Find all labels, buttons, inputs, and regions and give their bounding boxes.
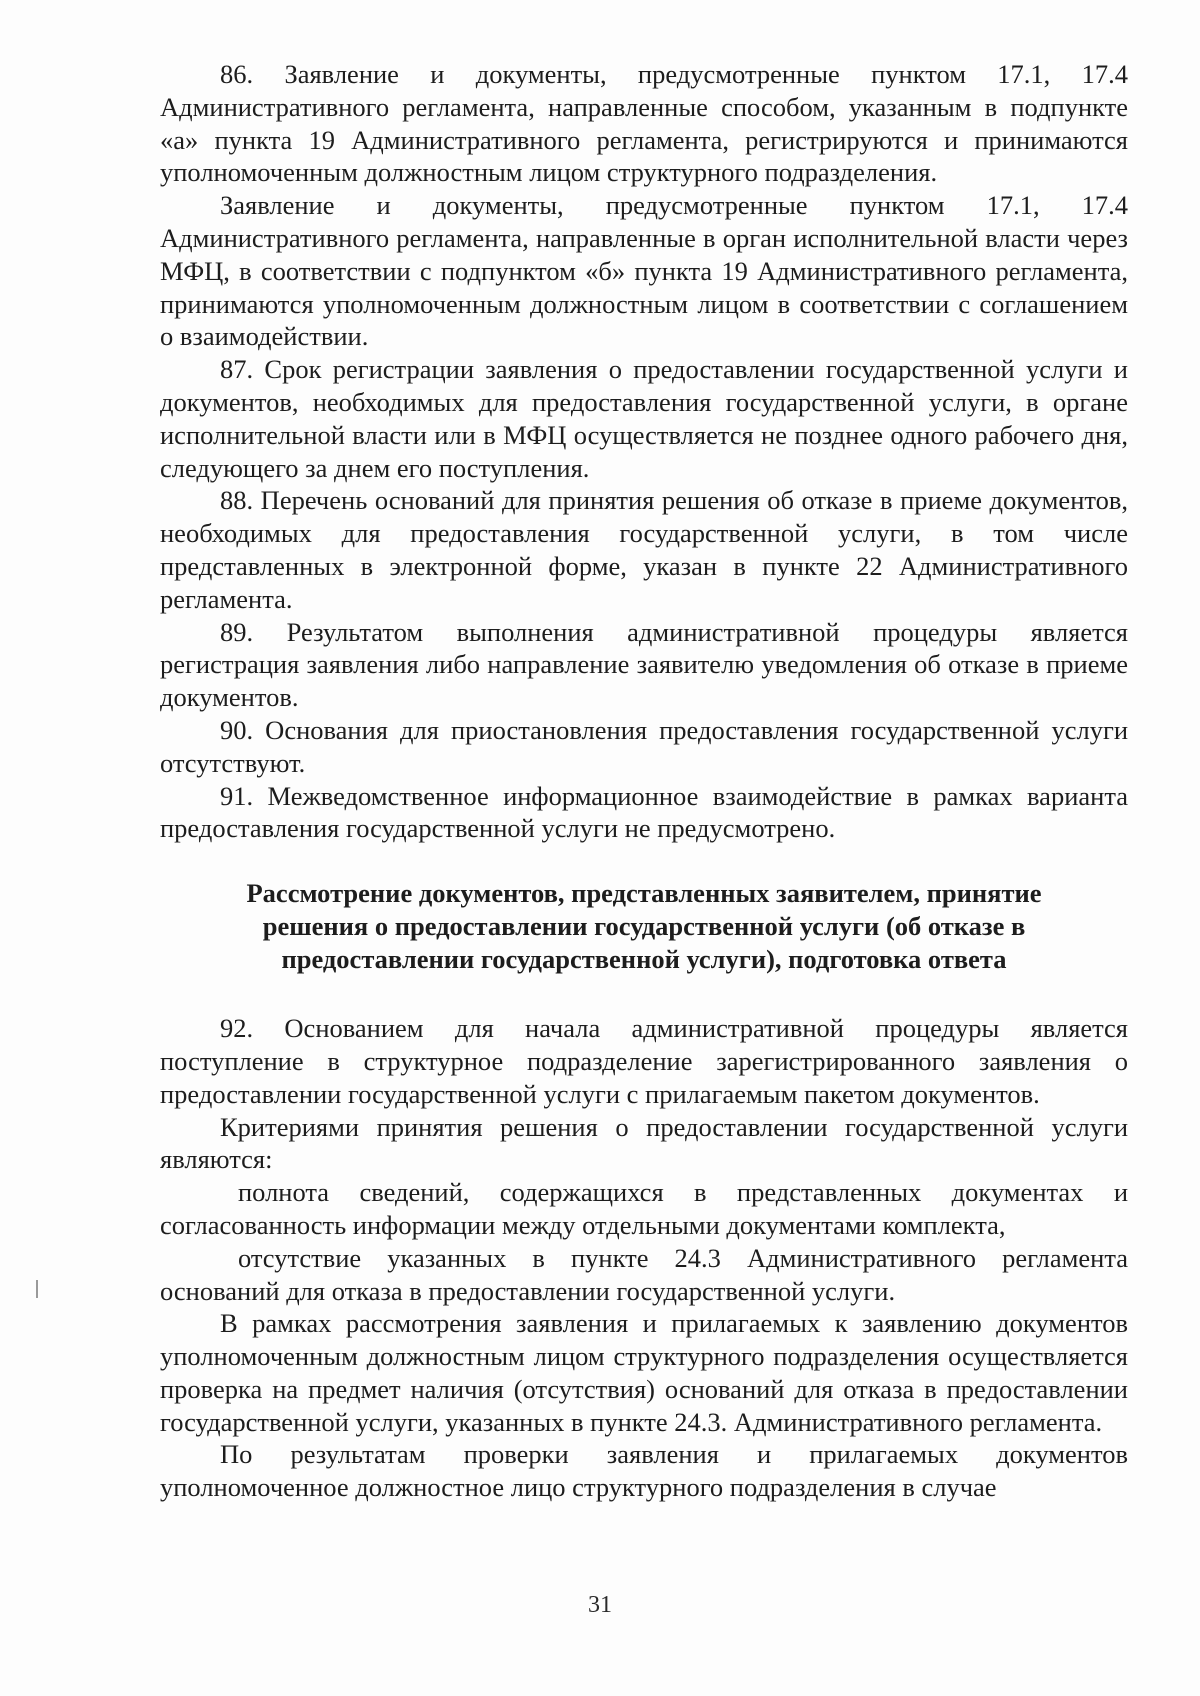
section-heading: Рассмотрение документов, представленных заявителем, принятие решения о предоставлении государственной услуги (об отказе в предоставлении государственной услуги), подготовка ответа [246,878,1042,975]
paragraph-review: В рамках рассмотрения заявления и прилагаемых к заявлению документов уполномоченным должностным лицом структурного подразделения осуществляется проверка на предмет наличия (отсутствия) оснований для отказа в предоставлении государственной услуги, указанных в пункте 24.3. Административного регламента. [160,1308,1128,1437]
paragraph-results: По результатам проверки заявления и прилагаемых документов уполномоченное должностное лицо структурного подразделения в случае [160,1439,1128,1503]
spacer [160,976,1128,1012]
page-number: 31 [588,1592,612,1618]
paragraph-89: 89. Результатом выполнения административной процедуры является регистрация заявления либо направление заявителю уведомления об отказе в приеме документов. [160,616,1128,713]
paragraph-86-continued: Заявление и документы, предусмотренные пунктом 17.1, 17.4 Административного регламента, направленные в орган исполнительной власти через МФЦ, в соответствии с подпунктом «б» пункта 19 Административного регламента, принимаются уполномоченным должностным лицом в соответствии с соглашением о взаимодействии. [160,190,1128,352]
paragraph-criteria-item-2: отсутствие указанных в пункте 24.3 Административного регламента оснований для отказа в предоставлении государственной услуги. [160,1242,1128,1306]
paragraph-91: 91. Межведомственное информационное взаимодействие в рамках варианта предоставления государственной услуги не предусмотрено. [160,780,1128,844]
paragraph-criteria: Критериями принятия решения о предоставлении государственной услуги являются: [160,1111,1128,1175]
paragraph-87: 87. Срок регистрации заявления о предоставлении государственной услуги и документов, необходимых для предоставления государственной услуги, в органе исполнительной власти или в МФЦ осуществляется не позднее одного рабочего дня, следующего за днем его поступления. [160,354,1128,483]
paragraph-90: 90. Основания для приостановления предоставления государственной услуги отсутствуют. [160,714,1128,778]
paragraph-92: 92. Основанием для начала административной процедуры является поступление в структурное подразделение зарегистрированного заявления о предоставлении государственной услуги с прилагаемым пакетом документов. [160,1013,1128,1109]
page-content [160,58,1128,1504]
paragraph-86: 86. Заявление и документы, предусмотренные пунктом 17.1, 17.4 Административного регламента, направленные способом, указанным в подпункте «а» пункта 19 Административного регламента, регистрируются и принимаются уполномоченным должностным лицом структурного подразделения. [160,59,1128,188]
paragraph-88: 88. Перечень оснований для принятия решения об отказе в приеме документов, необходимых для предоставления государственной услуги, в том числе представленных в электронной форме, указан в пункте 22 Административного регламента. [160,485,1128,614]
spacer [160,845,1128,877]
paragraph-criteria-item-1: полнота сведений, содержащихся в представленных документах и согласованность информации между отдельными документами комплекта, [160,1177,1128,1240]
margin-mark [36,1280,38,1298]
